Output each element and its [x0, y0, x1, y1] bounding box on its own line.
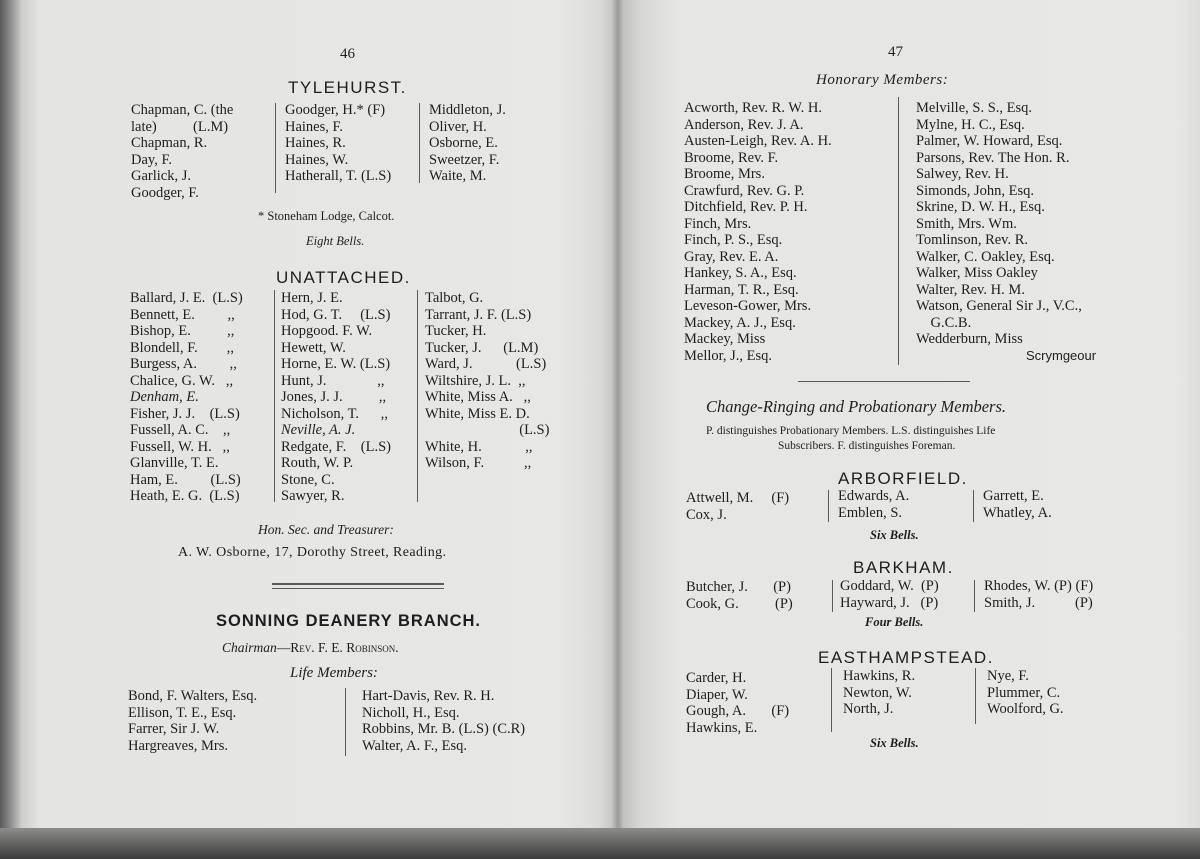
list-item: Haines, W. — [285, 151, 349, 168]
list-item: Hayward, J. (P) — [840, 594, 939, 611]
list-item: Simonds, John, Esq. — [916, 182, 1035, 199]
list-item: Gough, A. (F) — [686, 703, 790, 719]
easthampstead-col-1 — [686, 670, 789, 736]
list-item: Jones, J. J. ,, — [281, 389, 387, 405]
chairman-name: —Rev. F. E. Robinson. — [276, 640, 399, 655]
list-item: Nicholson, T. ,, — [281, 405, 389, 422]
section-rule — [798, 381, 970, 382]
column-divider — [832, 580, 833, 612]
list-item: Rhodes, W. (P) (F) — [984, 578, 1094, 594]
list-item: Harman, T. R., Esq. — [684, 281, 799, 298]
list-item: Walter, Rev. H. M. — [916, 281, 1025, 298]
list-item: Blondell, F. ,, — [130, 339, 234, 356]
list-item: Palmer, W. Howard, Esq. — [916, 133, 1063, 149]
list-item: (L.S) — [425, 422, 550, 438]
list-item: Burgess, A. ,, — [130, 356, 237, 372]
list-item: Hunt, J. ,, — [281, 372, 385, 389]
list-item: Walter, A. F., Esq. — [362, 737, 468, 754]
list-item: Hod, G. T. (L.S) — [281, 306, 391, 323]
list-item: Melville, S. S., Esq. — [916, 100, 1033, 116]
list-item: Nicholl, H., Esq. — [362, 704, 460, 721]
list-item: Ward, J. (L.S) — [425, 356, 547, 372]
list-item: Hargreaves, Mrs. — [128, 737, 228, 754]
double-rule — [272, 588, 444, 589]
column-divider — [975, 668, 976, 724]
list-item: Hopgood. F. W. — [281, 323, 373, 339]
chairman-label: Chairman — [222, 640, 277, 655]
arborfield-heading: ARBORFIELD. — [838, 469, 968, 488]
list-item: Smith, Mrs. Wm. — [916, 215, 1017, 232]
tylehurst-col-3 — [429, 102, 506, 185]
column-divider — [417, 290, 418, 502]
list-item: Ballard, J. E. (L.S) — [130, 290, 243, 306]
list-item: Anderson, Rev. J. A. — [684, 116, 804, 133]
column-divider — [419, 103, 420, 183]
arborfield-col-3 — [983, 488, 1052, 521]
list-item: Finch, P. S., Esq. — [684, 232, 783, 248]
column-divider — [345, 688, 346, 756]
list-item: Haines, F. — [285, 118, 344, 135]
list-item: Ditchfield, Rev. P. H. — [684, 199, 808, 215]
list-item: Mylne, H. C., Esq. — [916, 116, 1025, 133]
list-item: Scrymgeour — [1026, 347, 1097, 363]
easthampstead-col-2 — [843, 668, 915, 718]
list-item: Finch, Mrs. — [684, 215, 752, 232]
easthampstead-heading: EASTHAMPSTEAD. — [818, 648, 994, 667]
list-item: Walker, C. Oakley, Esq. — [916, 248, 1055, 265]
list-item: G.C.B. — [916, 314, 972, 331]
list-item: Gray, Rev. E. A. — [684, 248, 779, 265]
list-item: Goodger, H.* (F) — [285, 102, 386, 118]
list-item: White, Miss E. D. — [425, 405, 530, 422]
tylehurst-bells: Eight Bells. — [306, 234, 365, 248]
list-item: Middleton, J. — [429, 102, 506, 118]
sonning-col-2 — [362, 688, 525, 754]
list-item: Tomlinson, Rev. R. — [916, 232, 1029, 248]
list-item: Garrett, E. — [983, 488, 1044, 504]
chairman-line — [222, 640, 399, 656]
list-item: Routh, W. P. — [281, 455, 354, 471]
hon-sec-name: A. W. Osborne, 17, Dorothy Street, Reading. — [178, 545, 447, 560]
list-item: Mackey, Miss — [684, 331, 766, 347]
barkham-col-2 — [840, 578, 939, 611]
list-item: Smith, J. (P) — [984, 594, 1093, 611]
list-item: Chalice, G. W. ,, — [130, 372, 234, 389]
honorary-col-1 — [684, 100, 832, 364]
list-item: Goodger, F. — [131, 184, 199, 201]
legend-line-1: P. distinguishes Probationary Members. L.S. distinguishes Life — [706, 425, 996, 437]
list-item: Cox, J. — [686, 506, 727, 523]
list-item: Ham, E. (L.S) — [130, 471, 241, 488]
list-item: Diaper, W. — [686, 686, 748, 703]
column-divider — [275, 103, 276, 193]
list-item: Hart-Davis, Rev. R. H. — [362, 688, 495, 704]
barkham-bells: Four Bells. — [865, 615, 924, 629]
list-item: Denham, E. — [130, 389, 199, 405]
column-divider — [973, 490, 974, 522]
barkham-col-3 — [984, 578, 1093, 611]
tylehurst-heading: TYLEHURST. — [288, 78, 407, 97]
sonning-col-1 — [128, 688, 257, 754]
list-item: Attwell, M. (F) — [686, 490, 790, 506]
list-item: Newton, W. — [843, 684, 912, 701]
list-item: Fussell, A. C. ,, — [130, 422, 231, 438]
list-item: Robbins, Mr. B. (L.S) (C.R) — [362, 721, 526, 737]
list-item: North, J. — [843, 701, 894, 717]
list-item: Horne, E. W. (L.S) — [281, 356, 391, 372]
list-item: Heath, E. G. (L.S) — [130, 488, 240, 504]
list-item: Ellison, T. E., Esq. — [128, 704, 237, 721]
list-item: Cook, G. (P) — [686, 595, 793, 612]
hon-sec-label: Hon. Sec. and Treasurer: — [258, 522, 394, 537]
list-item: Acworth, Rev. R. W. H. — [684, 100, 823, 116]
page-bottom-edge — [0, 828, 1200, 859]
arborfield-bells: Six Bells. — [870, 528, 919, 542]
list-item: Hawkins, R. — [843, 668, 916, 684]
unattached-col-3 — [425, 290, 549, 472]
page-number-right: 47 — [888, 44, 903, 60]
arborfield-col-1 — [686, 490, 789, 523]
list-item: Hern, J. E. — [281, 290, 343, 306]
list-item: Nye, F. — [987, 668, 1029, 684]
list-item: Waite, M. — [429, 168, 487, 184]
tylehurst-col-1 — [131, 102, 233, 201]
list-item: Carder, H. — [686, 670, 747, 686]
list-item: Day, F. — [131, 151, 172, 168]
list-item: Crawfurd, Rev. G. P. — [684, 182, 805, 199]
list-item: White, H. ,, — [425, 438, 533, 455]
list-item: Bond, F. Walters, Esq. — [128, 688, 258, 704]
list-item: Garlick, J. — [131, 168, 191, 184]
list-item: Walker, Miss Oakley — [916, 265, 1038, 281]
list-item: Whatley, A. — [983, 504, 1052, 521]
list-item: Salwey, Rev. H. — [916, 166, 1009, 182]
legend-line-2: Subscribers. F. distinguishes Foreman. — [778, 440, 956, 452]
tylehurst-col-2 — [285, 102, 391, 185]
list-item: Goddard, W. (P) — [840, 578, 939, 594]
list-item: Hatherall, T. (L.S) — [285, 168, 392, 184]
column-divider — [974, 580, 975, 612]
change-ringing-heading: Change-Ringing and Probationary Members. — [706, 397, 1007, 416]
column-divider — [831, 668, 832, 732]
barkham-heading: BARKHAM. — [853, 558, 954, 577]
honorary-col-2 — [916, 100, 1096, 364]
list-item: Oliver, H. — [429, 118, 487, 135]
list-item: Glanville, T. E. — [130, 455, 219, 471]
double-rule — [272, 583, 444, 585]
list-item: Wedderburn, Miss — [916, 331, 1023, 347]
list-item: Stone, C. — [281, 471, 335, 488]
easthampstead-bells: Six Bells. — [870, 736, 919, 750]
unattached-col-2 — [281, 290, 391, 505]
list-item: Neville, A. J. — [281, 422, 356, 438]
list-item: Skrine, D. W. H., Esq. — [916, 199, 1045, 215]
list-item: Edwards, A. — [838, 488, 910, 504]
list-item: Farrer, Sir J. W. — [128, 721, 220, 737]
unattached-heading: UNATTACHED. — [276, 268, 411, 287]
list-item: Tucker, H. — [425, 323, 487, 339]
book-gutter — [612, 0, 624, 859]
list-item: Tarrant, J. F. (L.S) — [425, 306, 532, 323]
sonning-heading: SONNING DEANERY BRANCH. — [216, 612, 482, 630]
list-item: Mellor, J., Esq. — [684, 347, 773, 364]
barkham-col-1 — [686, 579, 793, 612]
tylehurst-footnote: * Stoneham Lodge, Calcot. — [258, 209, 395, 223]
list-item: Wiltshire, J. L. ,, — [425, 372, 526, 389]
life-members-label: Life Members: — [290, 665, 378, 681]
list-item: Parsons, Rev. The Hon. R. — [916, 149, 1070, 166]
page-number-left: 46 — [340, 46, 355, 62]
list-item: Plummer, C. — [987, 684, 1061, 701]
list-item: Broome, Mrs. — [684, 166, 765, 182]
list-item: Osborne, E. — [429, 135, 498, 151]
honorary-members-label: Honorary Members: — [816, 72, 949, 88]
easthampstead-col-3 — [987, 668, 1064, 718]
list-item: Broome, Rev. F. — [684, 149, 779, 166]
list-item: Mackey, A. J., Esq. — [684, 314, 796, 331]
list-item: Redgate, F. (L.S) — [281, 438, 391, 455]
column-divider — [828, 490, 829, 522]
list-item: Butcher, J. (P) — [686, 579, 791, 595]
list-item: Talbot, G. — [425, 290, 484, 306]
list-item: Sweetzer, F. — [429, 151, 500, 168]
list-item: White, Miss A. ,, — [425, 389, 531, 405]
list-item: Hewett, W. — [281, 339, 346, 356]
list-item: Emblen, S. — [838, 504, 903, 521]
list-item: Watson, General Sir J., V.C., — [916, 298, 1082, 314]
list-item: Hankey, S. A., Esq. — [684, 265, 797, 281]
list-item: Bennett, E. ,, — [130, 306, 235, 323]
list-item: Fussell, W. H. ,, — [130, 438, 230, 455]
unattached-col-1 — [130, 290, 243, 505]
list-item: Chapman, C. (the — [131, 102, 234, 118]
list-item: Tucker, J. (L.M) — [425, 339, 539, 356]
list-item: Hawkins, E. — [686, 719, 758, 736]
list-item: late) (L.M) — [131, 118, 229, 135]
list-item: Leveson-Gower, Mrs. — [684, 298, 812, 314]
list-item: Bishop, E. ,, — [130, 323, 235, 339]
column-divider — [898, 97, 899, 365]
list-item: Woolford, G. — [987, 701, 1064, 717]
list-item: Wilson, F. ,, — [425, 455, 532, 471]
list-item: Fisher, J. J. (L.S) — [130, 405, 240, 422]
list-item: Chapman, R. — [131, 135, 208, 151]
list-item: Haines, R. — [285, 135, 346, 151]
column-divider — [274, 290, 275, 502]
arborfield-col-2 — [838, 488, 909, 521]
list-item: Sawyer, R. — [281, 488, 345, 504]
list-item: Austen-Leigh, Rev. A. H. — [684, 133, 832, 149]
